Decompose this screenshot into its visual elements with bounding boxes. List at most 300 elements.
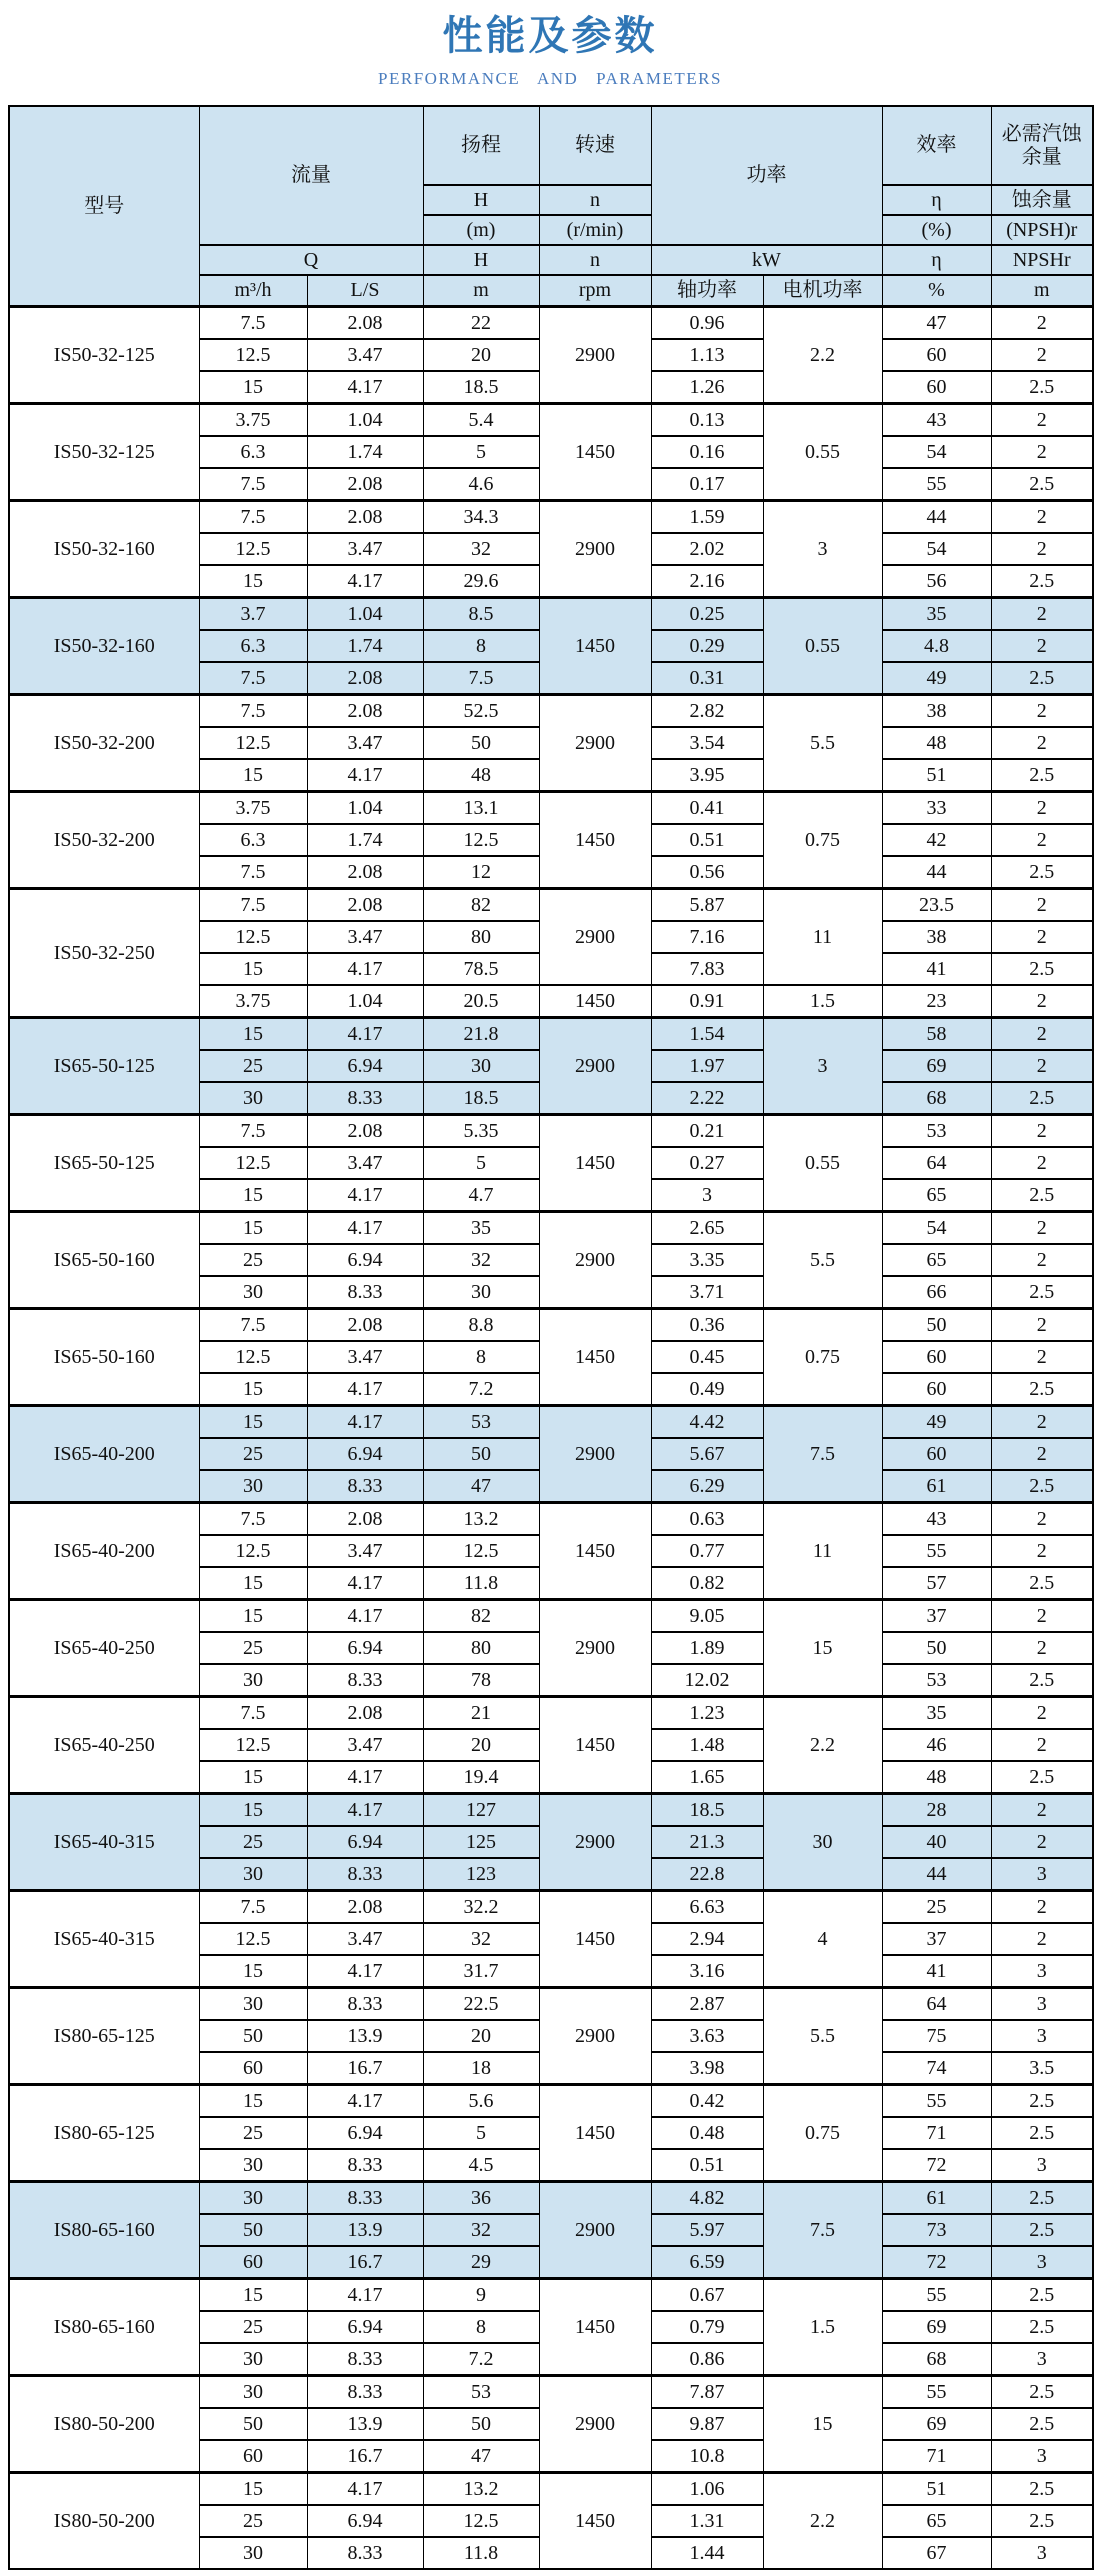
efficiency-cell: 65 (882, 2505, 991, 2537)
head-cell: 32 (423, 2214, 539, 2246)
shaft-power-cell: 3.16 (651, 1955, 763, 1988)
efficiency-cell: 67 (882, 2537, 991, 2569)
npsh-cell: 2 (991, 727, 1093, 759)
speed-cell: 2900 (539, 1212, 651, 1309)
shaft-power-cell: 3.63 (651, 2020, 763, 2052)
flow-ls-cell: 2.08 (307, 695, 423, 728)
npsh-cell: 2.5 (991, 1179, 1093, 1212)
flow-m3h-cell: 15 (199, 1794, 307, 1827)
speed-cell: 2900 (539, 889, 651, 986)
flow-m3h-cell: 6.3 (199, 630, 307, 662)
header-head: 扬程 (423, 106, 539, 185)
model-cell: IS65-50-160 (9, 1309, 199, 1406)
shaft-power-cell: 0.49 (651, 1373, 763, 1406)
flow-m3h-cell: 12.5 (199, 727, 307, 759)
flow-ls-cell: 2.08 (307, 856, 423, 889)
efficiency-cell: 41 (882, 953, 991, 985)
flow-ls-cell: 2.08 (307, 307, 423, 340)
flow-m3h-cell: 30 (199, 1988, 307, 2021)
flow-m3h-cell: 12.5 (199, 1341, 307, 1373)
flow-ls-cell: 4.17 (307, 953, 423, 985)
flow-m3h-cell: 15 (199, 1373, 307, 1406)
head-cell: 13.1 (423, 792, 539, 825)
shaft-power-cell: 7.87 (651, 2376, 763, 2409)
efficiency-cell: 38 (882, 921, 991, 953)
head-cell: 50 (423, 1438, 539, 1470)
efficiency-cell: 35 (882, 598, 991, 631)
flow-ls-cell: 4.17 (307, 1955, 423, 1988)
efficiency-cell: 49 (882, 662, 991, 695)
flow-ls-cell: 4.17 (307, 371, 423, 404)
flow-ls-cell: 6.94 (307, 1632, 423, 1664)
flow-m3h-cell: 30 (199, 1276, 307, 1309)
shaft-power-cell: 3.98 (651, 2052, 763, 2085)
flow-m3h-cell: 6.3 (199, 824, 307, 856)
npsh-cell: 2 (991, 695, 1093, 728)
model-cell: IS65-50-160 (9, 1212, 199, 1309)
shaft-power-cell: 3.95 (651, 759, 763, 792)
npsh-cell: 2.5 (991, 2117, 1093, 2149)
npsh-cell: 2.5 (991, 2085, 1093, 2118)
efficiency-cell: 44 (882, 1858, 991, 1891)
head-cell: 5 (423, 1147, 539, 1179)
flow-ls-cell: 4.17 (307, 1018, 423, 1051)
npsh-cell: 3 (991, 1955, 1093, 1988)
flow-m3h-cell: 25 (199, 1050, 307, 1082)
npsh-cell: 3.5 (991, 2052, 1093, 2085)
npsh-cell: 2.5 (991, 2376, 1093, 2409)
npsh-cell: 2.5 (991, 759, 1093, 792)
npsh-cell: 2 (991, 985, 1093, 1018)
flow-m3h-cell: 7.5 (199, 856, 307, 889)
head-cell: 29.6 (423, 565, 539, 598)
motor-power-cell: 0.75 (763, 792, 882, 889)
head-cell: 18.5 (423, 1082, 539, 1115)
npsh-cell: 2.5 (991, 2279, 1093, 2312)
shaft-power-cell: 1.54 (651, 1018, 763, 1051)
model-cell: IS65-40-250 (9, 1697, 199, 1794)
motor-power-cell: 11 (763, 889, 882, 986)
flow-m3h-cell: 12.5 (199, 921, 307, 953)
head-cell: 50 (423, 727, 539, 759)
motor-power-cell: 11 (763, 1503, 882, 1600)
flow-m3h-cell: 60 (199, 2440, 307, 2473)
shaft-power-cell: 6.29 (651, 1470, 763, 1503)
shaft-power-cell: 0.63 (651, 1503, 763, 1536)
flow-m3h-cell: 3.7 (199, 598, 307, 631)
flow-m3h-cell: 25 (199, 2505, 307, 2537)
header-efficiency-unit2: % (882, 275, 991, 307)
header-power: 功率 (651, 106, 882, 245)
shaft-power-cell: 2.82 (651, 695, 763, 728)
flow-ls-cell: 3.47 (307, 1147, 423, 1179)
header-npsh-unit2: m (991, 275, 1093, 307)
table-body (9, 307, 1093, 2570)
npsh-cell: 2 (991, 1923, 1093, 1955)
flow-ls-cell: 13.9 (307, 2408, 423, 2440)
head-cell: 7.5 (423, 662, 539, 695)
speed-cell: 1450 (539, 404, 651, 501)
efficiency-cell: 28 (882, 1794, 991, 1827)
flow-m3h-cell: 12.5 (199, 339, 307, 371)
efficiency-cell: 51 (882, 2473, 991, 2506)
efficiency-cell: 75 (882, 2020, 991, 2052)
header-flow-m3h-unit: m³/h (199, 275, 307, 307)
shaft-power-cell: 3.35 (651, 1244, 763, 1276)
flow-ls-cell: 2.08 (307, 1503, 423, 1536)
efficiency-cell: 33 (882, 792, 991, 825)
npsh-cell: 2.5 (991, 953, 1093, 985)
head-cell: 32 (423, 1923, 539, 1955)
shaft-power-cell: 7.83 (651, 953, 763, 985)
flow-ls-cell: 4.17 (307, 565, 423, 598)
npsh-cell: 3 (991, 2440, 1093, 2473)
head-cell: 36 (423, 2182, 539, 2215)
flow-ls-cell: 2.08 (307, 1115, 423, 1148)
shaft-power-cell: 5.97 (651, 2214, 763, 2246)
npsh-cell: 3 (991, 2246, 1093, 2279)
shaft-power-cell: 2.87 (651, 1988, 763, 2021)
flow-m3h-cell: 30 (199, 2537, 307, 2569)
shaft-power-cell: 0.13 (651, 404, 763, 437)
head-cell: 12.5 (423, 824, 539, 856)
header-npsh-symbol: 蚀余量 (991, 185, 1093, 215)
flow-ls-cell: 4.17 (307, 1212, 423, 1245)
efficiency-cell: 48 (882, 727, 991, 759)
head-cell: 8 (423, 2311, 539, 2343)
flow-m3h-cell: 12.5 (199, 533, 307, 565)
motor-power-cell: 0.55 (763, 1115, 882, 1212)
head-cell: 8 (423, 1341, 539, 1373)
model-cell: IS65-50-125 (9, 1018, 199, 1115)
shaft-power-cell: 3.54 (651, 727, 763, 759)
shaft-power-cell: 1.48 (651, 1729, 763, 1761)
shaft-power-cell: 0.36 (651, 1309, 763, 1342)
flow-m3h-cell: 15 (199, 2473, 307, 2506)
header-flow: 流量 (199, 106, 423, 245)
npsh-cell: 2 (991, 1341, 1093, 1373)
head-cell: 4.6 (423, 468, 539, 501)
header-power-unit: kW (651, 245, 882, 275)
header-head-unit2: m (423, 275, 539, 307)
header-speed-symbol2: n (539, 245, 651, 275)
model-cell: IS50-32-125 (9, 307, 199, 404)
header-npsh: 必需汽蚀余量 (991, 106, 1093, 185)
npsh-cell: 2.5 (991, 856, 1093, 889)
flow-m3h-cell: 30 (199, 1858, 307, 1891)
header-head-symbol2: H (423, 245, 539, 275)
head-cell: 12.5 (423, 1535, 539, 1567)
head-cell: 47 (423, 2440, 539, 2473)
flow-ls-cell: 6.94 (307, 1244, 423, 1276)
efficiency-cell: 37 (882, 1923, 991, 1955)
header-npsh-unit: (NPSH)r (991, 215, 1093, 245)
model-cell: IS50-32-160 (9, 598, 199, 695)
motor-power-cell: 4 (763, 1891, 882, 1988)
motor-power-cell: 3 (763, 501, 882, 598)
flow-ls-cell: 3.47 (307, 1535, 423, 1567)
head-cell: 5.35 (423, 1115, 539, 1148)
flow-ls-cell: 2.08 (307, 662, 423, 695)
npsh-cell: 2 (991, 436, 1093, 468)
flow-ls-cell: 13.9 (307, 2020, 423, 2052)
shaft-power-cell: 9.05 (651, 1600, 763, 1633)
header-flow-ls-unit: L/S (307, 275, 423, 307)
header-motor-power: 电机功率 (763, 275, 882, 307)
flow-ls-cell: 4.17 (307, 1794, 423, 1827)
flow-m3h-cell: 25 (199, 1244, 307, 1276)
flow-ls-cell: 8.33 (307, 1082, 423, 1115)
npsh-cell: 3 (991, 2020, 1093, 2052)
flow-m3h-cell: 25 (199, 1826, 307, 1858)
flow-ls-cell: 4.17 (307, 1761, 423, 1794)
head-cell: 30 (423, 1050, 539, 1082)
npsh-cell: 2 (991, 1115, 1093, 1148)
head-cell: 22 (423, 307, 539, 340)
flow-ls-cell: 6.94 (307, 1050, 423, 1082)
motor-power-cell: 1.5 (763, 2279, 882, 2376)
npsh-cell: 2.5 (991, 1567, 1093, 1600)
npsh-cell: 2 (991, 1018, 1093, 1051)
flow-m3h-cell: 7.5 (199, 1309, 307, 1342)
head-cell: 19.4 (423, 1761, 539, 1794)
head-cell: 78.5 (423, 953, 539, 985)
efficiency-cell: 68 (882, 1082, 991, 1115)
head-cell: 82 (423, 889, 539, 922)
efficiency-cell: 55 (882, 468, 991, 501)
flow-ls-cell: 4.17 (307, 1567, 423, 1600)
flow-m3h-cell: 25 (199, 2311, 307, 2343)
flow-m3h-cell: 30 (199, 1664, 307, 1697)
flow-ls-cell: 6.94 (307, 1438, 423, 1470)
table-header (9, 106, 1093, 307)
flow-m3h-cell: 15 (199, 1600, 307, 1633)
flow-m3h-cell: 30 (199, 1470, 307, 1503)
flow-m3h-cell: 30 (199, 1082, 307, 1115)
flow-m3h-cell: 3.75 (199, 792, 307, 825)
flow-ls-cell: 2.08 (307, 1891, 423, 1924)
speed-cell: 1450 (539, 2085, 651, 2182)
head-cell: 18 (423, 2052, 539, 2085)
shaft-power-cell: 4.82 (651, 2182, 763, 2215)
npsh-cell: 3 (991, 1858, 1093, 1891)
efficiency-cell: 55 (882, 1535, 991, 1567)
head-cell: 20 (423, 339, 539, 371)
speed-cell: 2900 (539, 1406, 651, 1503)
shaft-power-cell: 0.79 (651, 2311, 763, 2343)
speed-cell: 2900 (539, 501, 651, 598)
speed-cell: 1450 (539, 1891, 651, 1988)
flow-m3h-cell: 50 (199, 2408, 307, 2440)
shaft-power-cell: 12.02 (651, 1664, 763, 1697)
efficiency-cell: 35 (882, 1697, 991, 1730)
npsh-cell: 3 (991, 1988, 1093, 2021)
shaft-power-cell: 1.06 (651, 2473, 763, 2506)
npsh-cell: 2.5 (991, 1276, 1093, 1309)
head-cell: 80 (423, 1632, 539, 1664)
flow-ls-cell: 8.33 (307, 1470, 423, 1503)
head-cell: 4.7 (423, 1179, 539, 1212)
shaft-power-cell: 22.8 (651, 1858, 763, 1891)
shaft-power-cell: 0.42 (651, 2085, 763, 2118)
flow-ls-cell: 3.47 (307, 1341, 423, 1373)
motor-power-cell: 5.5 (763, 1988, 882, 2085)
head-cell: 82 (423, 1600, 539, 1633)
efficiency-cell: 60 (882, 1438, 991, 1470)
head-cell: 50 (423, 2408, 539, 2440)
flow-m3h-cell: 7.5 (199, 889, 307, 922)
flow-ls-cell: 4.17 (307, 2279, 423, 2312)
head-cell: 53 (423, 1406, 539, 1439)
head-cell: 20 (423, 2020, 539, 2052)
efficiency-cell: 44 (882, 856, 991, 889)
flow-m3h-cell: 15 (199, 2085, 307, 2118)
header-npsh-symbol2: NPSHr (991, 245, 1093, 275)
header-flow-symbol: Q (199, 245, 423, 275)
flow-ls-cell: 4.17 (307, 2085, 423, 2118)
head-cell: 125 (423, 1826, 539, 1858)
flow-ls-cell: 16.7 (307, 2246, 423, 2279)
flow-m3h-cell: 15 (199, 1955, 307, 1988)
flow-m3h-cell: 60 (199, 2052, 307, 2085)
motor-power-cell: 7.5 (763, 1406, 882, 1503)
flow-m3h-cell: 15 (199, 1212, 307, 1245)
npsh-cell: 2.5 (991, 2311, 1093, 2343)
flow-m3h-cell: 7.5 (199, 468, 307, 501)
motor-power-cell: 0.55 (763, 598, 882, 695)
head-cell: 32.2 (423, 1891, 539, 1924)
flow-ls-cell: 3.47 (307, 533, 423, 565)
flow-ls-cell: 4.17 (307, 1600, 423, 1633)
shaft-power-cell: 18.5 (651, 1794, 763, 1827)
shaft-power-cell: 0.51 (651, 824, 763, 856)
efficiency-cell: 73 (882, 2214, 991, 2246)
efficiency-cell: 61 (882, 2182, 991, 2215)
motor-power-cell: 2.2 (763, 1697, 882, 1794)
efficiency-cell: 60 (882, 1341, 991, 1373)
shaft-power-cell: 2.22 (651, 1082, 763, 1115)
npsh-cell: 2 (991, 1212, 1093, 1245)
efficiency-cell: 64 (882, 1988, 991, 2021)
motor-power-cell: 7.5 (763, 2182, 882, 2279)
npsh-cell: 2 (991, 792, 1093, 825)
npsh-cell: 2.5 (991, 2505, 1093, 2537)
shaft-power-cell: 0.91 (651, 985, 763, 1018)
shaft-power-cell: 3.71 (651, 1276, 763, 1309)
shaft-power-cell: 21.3 (651, 1826, 763, 1858)
header-model: 型号 (9, 106, 199, 307)
speed-cell: 1450 (539, 792, 651, 889)
model-cell: IS65-50-125 (9, 1115, 199, 1212)
flow-m3h-cell: 12.5 (199, 1923, 307, 1955)
efficiency-cell: 43 (882, 404, 991, 437)
efficiency-cell: 51 (882, 759, 991, 792)
efficiency-cell: 54 (882, 436, 991, 468)
shaft-power-cell: 0.17 (651, 468, 763, 501)
npsh-cell: 2.5 (991, 2182, 1093, 2215)
npsh-cell: 2 (991, 824, 1093, 856)
head-cell: 127 (423, 1794, 539, 1827)
head-cell: 80 (423, 921, 539, 953)
model-cell: IS50-32-250 (9, 889, 199, 1018)
flow-m3h-cell: 15 (199, 1406, 307, 1439)
flow-ls-cell: 16.7 (307, 2052, 423, 2085)
npsh-cell: 2.5 (991, 371, 1093, 404)
efficiency-cell: 65 (882, 1179, 991, 1212)
efficiency-cell: 42 (882, 824, 991, 856)
npsh-cell: 2 (991, 307, 1093, 340)
head-cell: 53 (423, 2376, 539, 2409)
shaft-power-cell: 5.67 (651, 1438, 763, 1470)
head-cell: 52.5 (423, 695, 539, 728)
header-efficiency-symbol: η (882, 185, 991, 215)
speed-cell: 2900 (539, 2182, 651, 2279)
shaft-power-cell: 1.26 (651, 371, 763, 404)
shaft-power-cell: 7.16 (651, 921, 763, 953)
flow-m3h-cell: 6.3 (199, 436, 307, 468)
flow-m3h-cell: 25 (199, 1632, 307, 1664)
performance-table (8, 105, 1094, 2570)
head-cell: 123 (423, 1858, 539, 1891)
shaft-power-cell: 10.8 (651, 2440, 763, 2473)
flow-m3h-cell: 7.5 (199, 662, 307, 695)
header-efficiency-unit: (%) (882, 215, 991, 245)
head-cell: 8.8 (423, 1309, 539, 1342)
flow-m3h-cell: 15 (199, 1179, 307, 1212)
speed-cell: 2900 (539, 1794, 651, 1891)
npsh-cell: 2 (991, 630, 1093, 662)
head-cell: 31.7 (423, 1955, 539, 1988)
flow-m3h-cell: 12.5 (199, 1729, 307, 1761)
npsh-cell: 2 (991, 1438, 1093, 1470)
efficiency-cell: 37 (882, 1600, 991, 1633)
flow-ls-cell: 2.08 (307, 889, 423, 922)
head-cell: 5.6 (423, 2085, 539, 2118)
npsh-cell: 2 (991, 1826, 1093, 1858)
head-cell: 47 (423, 1470, 539, 1503)
flow-ls-cell: 6.94 (307, 2117, 423, 2149)
flow-ls-cell: 8.33 (307, 2343, 423, 2376)
speed-cell: 1450 (539, 598, 651, 695)
flow-ls-cell: 2.08 (307, 1309, 423, 1342)
motor-power-cell: 5.5 (763, 1212, 882, 1309)
efficiency-cell: 56 (882, 565, 991, 598)
shaft-power-cell: 1.65 (651, 1761, 763, 1794)
motor-power-cell: 3 (763, 1018, 882, 1115)
flow-ls-cell: 1.04 (307, 598, 423, 631)
shaft-power-cell: 0.29 (651, 630, 763, 662)
flow-m3h-cell: 15 (199, 371, 307, 404)
flow-ls-cell: 3.47 (307, 921, 423, 953)
npsh-cell: 3 (991, 2343, 1093, 2376)
efficiency-cell: 50 (882, 1309, 991, 1342)
model-cell: IS50-32-200 (9, 792, 199, 889)
efficiency-cell: 54 (882, 1212, 991, 1245)
model-cell: IS65-40-315 (9, 1794, 199, 1891)
efficiency-cell: 55 (882, 2085, 991, 2118)
shaft-power-cell: 0.56 (651, 856, 763, 889)
flow-ls-cell: 4.17 (307, 1373, 423, 1406)
head-cell: 12.5 (423, 2505, 539, 2537)
header-head-unit: (m) (423, 215, 539, 245)
model-cell: IS50-32-160 (9, 501, 199, 598)
efficiency-cell: 69 (882, 2408, 991, 2440)
npsh-cell: 2.5 (991, 565, 1093, 598)
npsh-cell: 2 (991, 501, 1093, 534)
flow-m3h-cell: 30 (199, 2376, 307, 2409)
flow-ls-cell: 8.33 (307, 2537, 423, 2569)
head-cell: 21 (423, 1697, 539, 1730)
